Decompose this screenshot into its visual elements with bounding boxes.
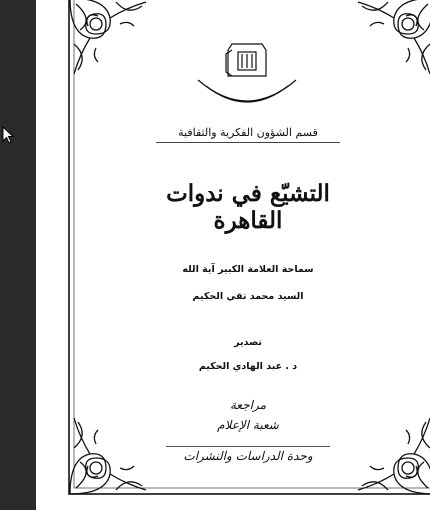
author-name: السيد محمد تقي الحكيم	[192, 291, 304, 302]
ornamental-corner-icon	[66, 412, 152, 498]
viewer-side-panel	[0, 0, 36, 510]
shrine-logo-icon	[192, 36, 302, 118]
review-department: شعبة الإعلام	[217, 418, 279, 432]
document-page	[36, 0, 430, 510]
book-title: التشيّع في ندوات القاهرة	[166, 180, 330, 234]
ornamental-corner-icon	[352, 412, 430, 498]
ornamental-corner-icon	[66, 0, 152, 80]
department-label: قسم الشؤون الفكرية والثقافية	[156, 126, 340, 143]
review-unit: وحدة الدراسات والنشرات	[166, 446, 330, 463]
introduction-label: تصدير	[234, 337, 262, 348]
introduction-author: د . عبد الهادي الحكيم	[198, 361, 298, 372]
author-honorific: سماحة العلامة الكبير آية الله	[182, 264, 314, 275]
mouse-cursor-icon	[2, 126, 14, 144]
review-label: مراجعة	[229, 398, 267, 412]
ornamental-corner-icon	[352, 0, 430, 80]
